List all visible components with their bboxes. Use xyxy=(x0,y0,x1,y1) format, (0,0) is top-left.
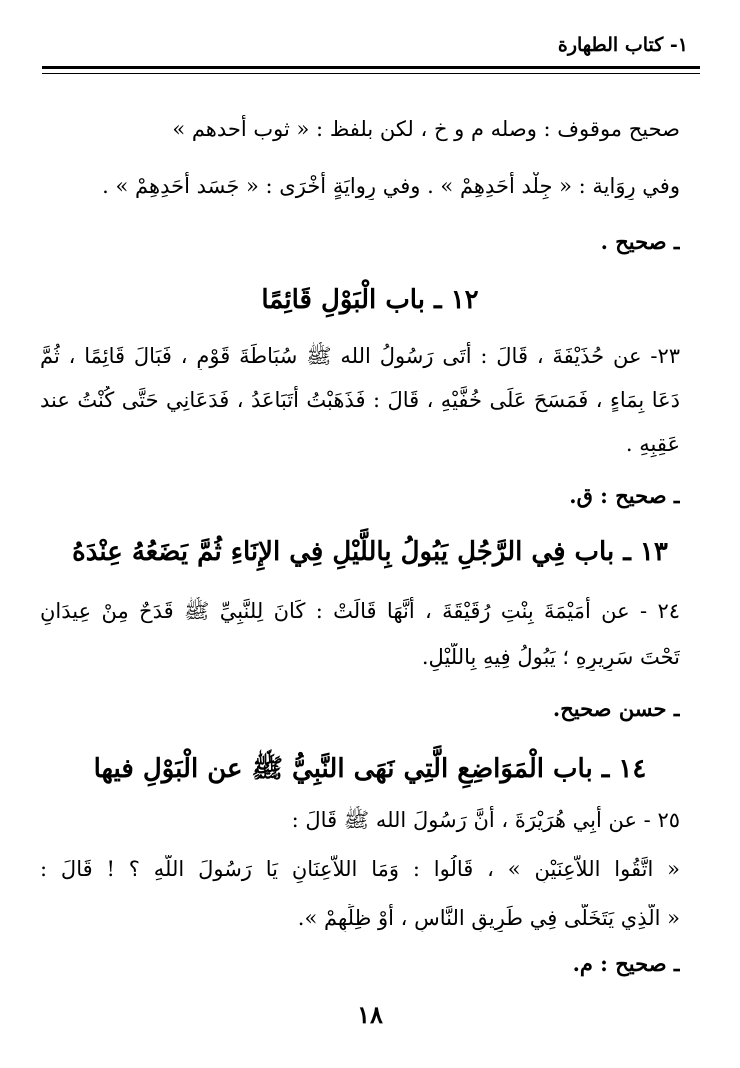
chapter-heading: ١٤ ـ باب الْمَوَاضِعِ الَّتِي نَهَى النَّبِيُّ ﷺ عن الْبَوْلِ فيها xyxy=(93,754,647,784)
hadith-line: دَعَا بِمَاءٍ ، فَمَسَحَ عَلَى خُفَّيْهِ ، قَالَ : فَذَهَبْتُ أَتَبَاعَدُ ، فَدَعَانِي حَتَّى كُنْتُ عند xyxy=(40,388,680,412)
page-number: ١٨ xyxy=(357,1000,383,1029)
chapter-heading: ١٢ ـ باب الْبَوْلِ قَائِمًا xyxy=(261,285,479,315)
hadith-line: عَقِبِهِ . xyxy=(625,432,680,456)
chapter-heading: ١٣ ـ باب فِي الرَّجُلِ يَبُولُ بِاللَّيْلِ فِي الإِنَاءِ ثُمَّ يَضَعُهُ عِنْدَهُ xyxy=(72,537,668,567)
hadith-line: ٢٤ - عن أُمَيْمَةَ بِنْتِ رُقَيْقَةَ ، أَنَّهَا قَالَتْ : كَانَ لِلنَّبِيِّ ﷺ قَدَحٌ مِنْ عِيدَانٍ xyxy=(40,599,680,623)
header-rule-thin xyxy=(42,73,700,74)
hadith-line: تَحْتَ سَرِيرِهِ ؛ يَبُولُ فِيهِ بِاللَّيْلِ. xyxy=(421,645,680,669)
hadith-line: « الَّذِي يَتَخَلَّى فِي طَرِيقِ النَّاسِ ، أَوْ ظِلِّهِمْ ». xyxy=(297,906,680,930)
running-header: ١- كتاب الطهارة xyxy=(557,34,688,56)
hadith-line: ٢٣- عن حُذَيْفَةَ ، قَالَ : أَتَى رَسُولُ الله ﷺ سُبَاطَةَ قَوْمٍ ، فَبَالَ قَائِمًا ، ثُمَّ xyxy=(40,344,680,368)
text-line: صحيح موقوف : وصله م و خ ، لكن بلفظ : « ثوب أحدهم » xyxy=(172,117,680,141)
grade-line: ـ حسن صحيح. xyxy=(552,696,680,721)
hadith-line: « اتَّقُوا اللاَّعِنَيْنِ » ، قَالُوا : وَمَا اللاَّعِنَانِ يَا رَسُولَ اللَّهِ ؟ ! قَالَ : xyxy=(40,857,680,881)
grade-line: ـ صحيح . xyxy=(600,229,680,254)
grade-line: ـ صحيح : ق. xyxy=(569,483,680,508)
header-rule-thick xyxy=(42,66,700,69)
hadith-line: ٢٥ - عن أَبِي هُرَيْرَةَ ، أَنَّ رَسُولَ الله ﷺ قَالَ : xyxy=(291,808,680,832)
grade-line: ـ صحيح : م. xyxy=(572,951,680,976)
text-line: وفي رِوَاية : « جِلْد أَحَدِهِمْ » . وفي رِوايَةٍ أُخْرَى : « جَسَد أَحَدِهِمْ » . xyxy=(102,174,680,198)
